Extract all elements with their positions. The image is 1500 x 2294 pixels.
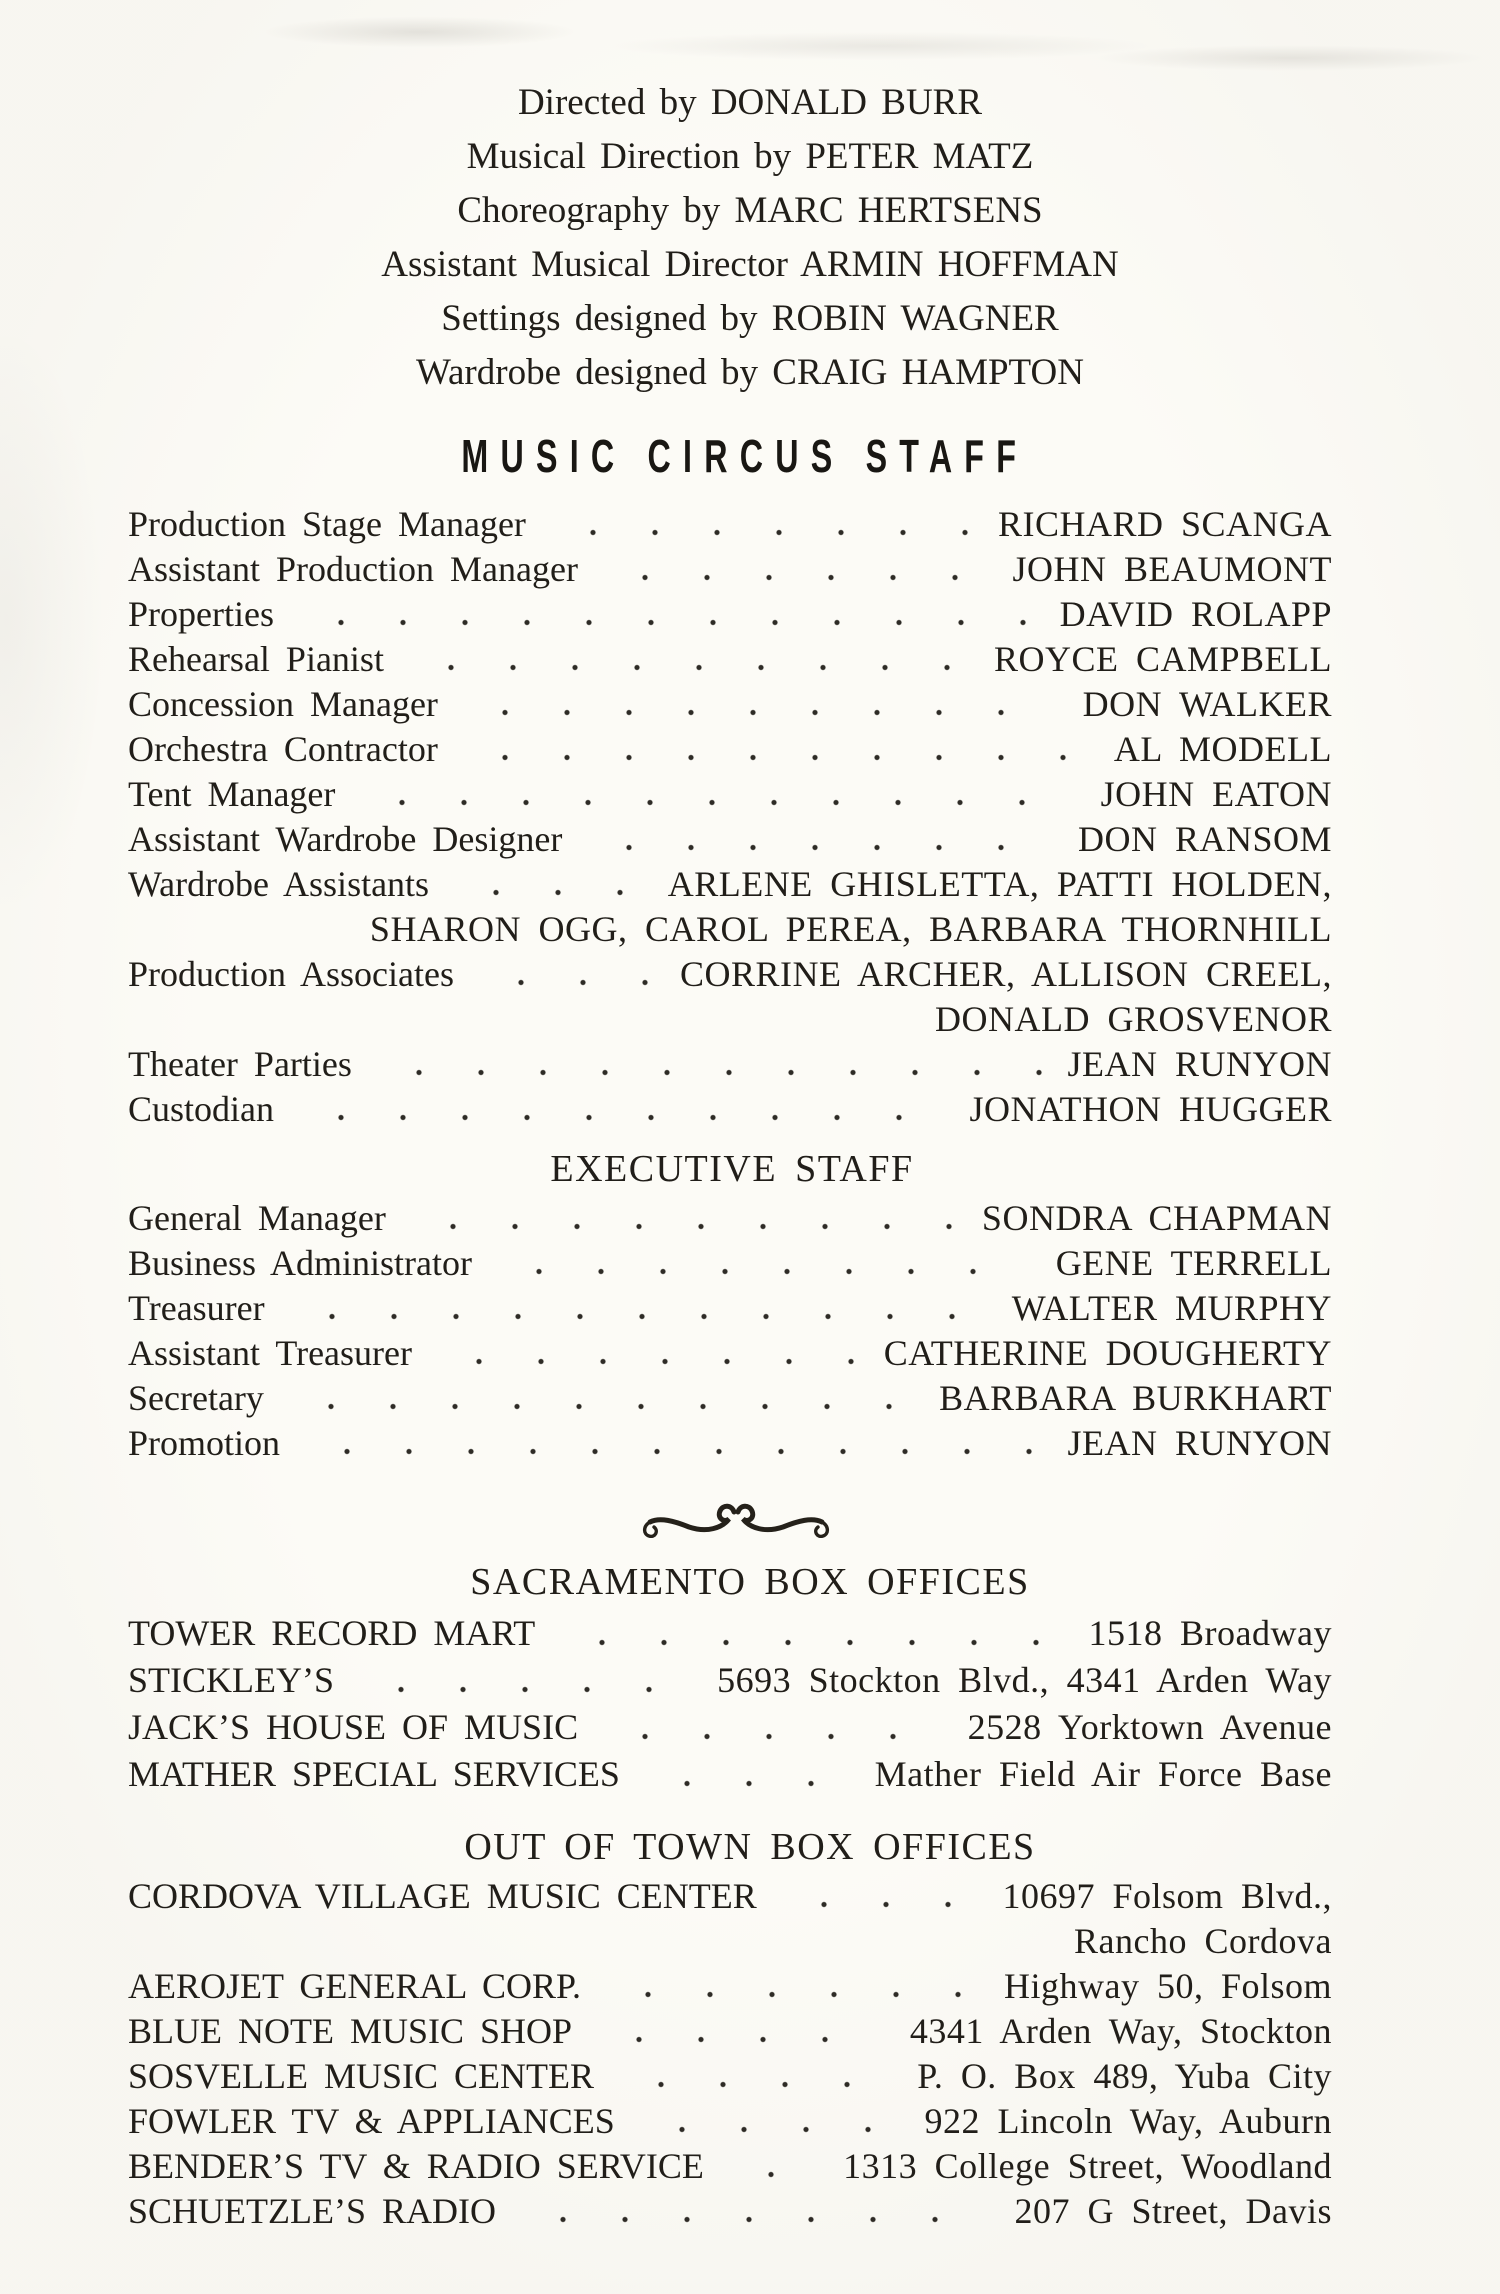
box-office-name: SCHUETZLE’S RADIO (128, 2191, 496, 2231)
dot-leader (548, 502, 972, 547)
role-label: General Manager (128, 1198, 386, 1238)
music-circus-staff-list (128, 502, 1332, 1132)
box-office-row (128, 2099, 1332, 2144)
role-label: Business Administrator (128, 1243, 473, 1283)
dot-leader (356, 1657, 691, 1704)
dot-leader (603, 1964, 978, 2009)
section-divider (128, 1494, 1332, 1540)
role-label: Treasurer (128, 1288, 265, 1328)
box-office-address: 4341 Arden Way, Stockton (909, 2011, 1332, 2051)
executive-staff-title: EXECUTIVE STAFF (550, 1148, 914, 1190)
role-label: Secretary (128, 1378, 264, 1418)
credit-line: Settings designed by ROBIN WAGNER (441, 298, 1059, 339)
person-name: JEAN RUNYON (1067, 1044, 1332, 1084)
box-office-name: SOSVELLE MUSIC CENTER (128, 2056, 595, 2096)
role-label: Tent Manager (128, 774, 336, 814)
production-credits (128, 0, 1332, 400)
role-label: Custodian (128, 1089, 275, 1129)
staff-row (128, 817, 1332, 862)
dot-leader (518, 2189, 989, 2234)
box-office-address: Mather Field Air Force Base (874, 1754, 1332, 1794)
person-name: DON WALKER (1082, 684, 1332, 724)
dot-leader (451, 862, 642, 907)
staff-row (128, 1331, 1332, 1376)
music-circus-staff-title (128, 426, 1332, 498)
box-office-row (128, 2189, 1332, 2234)
box-office-name: BLUE NOTE MUSIC SHOP (128, 2011, 573, 2051)
music-circus-staff-title-text: MUSIC CIRCUS STAFF (461, 430, 1029, 482)
dot-leader (726, 2144, 817, 2189)
person-name: AL MODELL (1113, 729, 1332, 769)
person-name: ROYCE CAMPBELL (993, 639, 1332, 679)
executive-staff-list (128, 1196, 1332, 1466)
out-of-town-box-offices-title: OUT OF TOWN BOX OFFICES (464, 1826, 1036, 1868)
person-name: DON RANSOM (1077, 819, 1332, 859)
role-label: Orchestra Contractor (128, 729, 438, 769)
person-name: JONATHON HUGGER (969, 1089, 1332, 1129)
role-label: Assistant Wardrobe Designer (128, 819, 563, 859)
box-office-name: FOWLER TV & APPLIANCES (128, 2101, 615, 2141)
sacramento-box-offices-list (128, 1610, 1332, 1798)
dot-leader (460, 682, 1057, 727)
credit-line: Musical Direction by PETER MATZ (466, 136, 1034, 177)
staff-row (128, 727, 1332, 772)
box-office-name: AEROJET GENERAL CORP. (128, 1966, 582, 2006)
staff-row (128, 772, 1332, 817)
credit-line: Directed by DONALD BURR (517, 82, 983, 123)
box-office-address: Rancho Cordova (1074, 1921, 1332, 1961)
dot-leader (779, 1874, 977, 1919)
dot-leader (616, 2054, 891, 2099)
role-label: Theater Parties (128, 1044, 352, 1084)
box-office-row (128, 1964, 1332, 2009)
dot-leader (584, 817, 1052, 862)
box-office-row-continuation (128, 1919, 1332, 1964)
dot-leader (357, 772, 1074, 817)
box-office-address: Highway 50, Folsom (1003, 1966, 1332, 2006)
box-office-address: 1518 Broadway (1088, 1613, 1332, 1653)
box-office-row (128, 1751, 1332, 1798)
box-office-name: STICKLEY’S (128, 1660, 334, 1700)
person-name: GENE TERRELL (1055, 1243, 1332, 1283)
staff-row (128, 862, 1332, 907)
dot-leader (637, 2099, 899, 2144)
staff-row (128, 547, 1332, 592)
box-office-name: JACK’S HOUSE OF MUSIC (128, 1707, 579, 1747)
dot-leader (494, 1241, 1030, 1286)
role-label: Production Stage Manager (128, 504, 526, 544)
person-name: DONALD GROSVENOR (934, 999, 1332, 1039)
role-label: Wardrobe Assistants (128, 864, 430, 904)
credit-line: Assistant Musical Director ARMIN HOFFMAN (381, 244, 1119, 285)
flourish-divider-icon (630, 1494, 842, 1540)
person-name: CORRINE ARCHER, ALLISON CREEL, (679, 954, 1332, 994)
box-office-address: 1313 College Street, Woodland (843, 2146, 1332, 2186)
page-content (128, 0, 1332, 2234)
out-of-town-box-offices-list (128, 1874, 1332, 2234)
person-name: ARLENE GHISLETTA, PATTI HOLDEN, (667, 864, 1332, 904)
staff-row (128, 1241, 1332, 1286)
dot-leader (460, 727, 1088, 772)
staff-row (128, 1421, 1332, 1466)
box-office-row (128, 1657, 1332, 1704)
dot-leader (600, 547, 987, 592)
person-name: BARBARA BURKHART (939, 1378, 1332, 1418)
dot-leader (296, 592, 1034, 637)
role-label: Rehearsal Pianist (128, 639, 384, 679)
person-name: SHARON OGG, CAROL PEREA, BARBARA THORNHILL (369, 909, 1332, 949)
person-name: DAVID ROLAPP (1059, 594, 1332, 634)
person-name: SONDRA CHAPMAN (981, 1198, 1332, 1238)
person-name: RICHARD SCANGA (997, 504, 1332, 544)
box-office-address: 10697 Folsom Blvd., (1002, 1876, 1332, 1916)
person-name: CATHERINE DOUGHERTY (883, 1333, 1332, 1373)
dot-leader (374, 1042, 1042, 1087)
role-label: Properties (128, 594, 274, 634)
dot-leader (406, 637, 968, 682)
staff-row (128, 1376, 1332, 1421)
role-label: Assistant Production Manager (128, 549, 578, 589)
dot-leader (286, 1376, 913, 1421)
box-office-row (128, 2054, 1332, 2099)
staff-row (128, 1042, 1332, 1087)
box-office-row (128, 1610, 1332, 1657)
person-name: JOHN EATON (1100, 774, 1332, 814)
box-office-name: BENDER’S TV & RADIO SERVICE (128, 2146, 704, 2186)
box-office-row (128, 2009, 1332, 2054)
dot-leader (287, 1286, 986, 1331)
sacramento-box-offices-title: SACRAMENTO BOX OFFICES (470, 1561, 1030, 1603)
role-label: Assistant Treasurer (128, 1333, 412, 1373)
staff-row (128, 637, 1332, 682)
dot-leader (296, 1087, 943, 1132)
role-label: Production Associates (128, 954, 454, 994)
box-office-address: P. O. Box 489, Yuba City (917, 2056, 1332, 2096)
staff-row (128, 1196, 1332, 1241)
person-name: JEAN RUNYON (1067, 1423, 1332, 1463)
dot-leader (302, 1421, 1041, 1466)
dot-leader (476, 952, 654, 997)
staff-row (128, 1087, 1332, 1132)
staff-row (128, 1286, 1332, 1331)
dot-leader (594, 2009, 884, 2054)
box-office-address: 922 Lincoln Way, Auburn (924, 2101, 1332, 2141)
staff-row (128, 952, 1332, 997)
person-name: WALTER MURPHY (1011, 1288, 1332, 1328)
credit-line: Wardrobe designed by CRAIG HAMPTON (416, 352, 1084, 393)
box-office-address: 207 G Street, Davis (1014, 2191, 1332, 2231)
box-office-name: MATHER SPECIAL SERVICES (128, 1754, 620, 1794)
box-office-name: TOWER RECORD MART (128, 1613, 536, 1653)
dot-leader (434, 1331, 858, 1376)
staff-row (128, 502, 1332, 547)
staff-row (128, 592, 1332, 637)
role-label: Promotion (128, 1423, 281, 1463)
dot-leader (557, 1610, 1062, 1657)
dot-leader (408, 1196, 956, 1241)
staff-row-continuation (128, 997, 1332, 1042)
box-office-name: CORDOVA VILLAGE MUSIC CENTER (128, 1876, 757, 1916)
credit-line: Choreography by MARC HERTSENS (457, 190, 1043, 231)
box-office-address: 5693 Stockton Blvd., 4341 Arden Way (717, 1660, 1332, 1700)
box-office-row (128, 1704, 1332, 1751)
dot-leader (642, 1751, 849, 1798)
box-office-row (128, 2144, 1332, 2189)
role-label: Concession Manager (128, 684, 438, 724)
box-office-row (128, 1874, 1332, 1919)
dot-leader (600, 1704, 942, 1751)
staff-row (128, 682, 1332, 727)
person-name: JOHN BEAUMONT (1012, 549, 1332, 589)
staff-row-continuation (128, 907, 1332, 952)
box-office-address: 2528 Yorktown Avenue (967, 1707, 1332, 1747)
